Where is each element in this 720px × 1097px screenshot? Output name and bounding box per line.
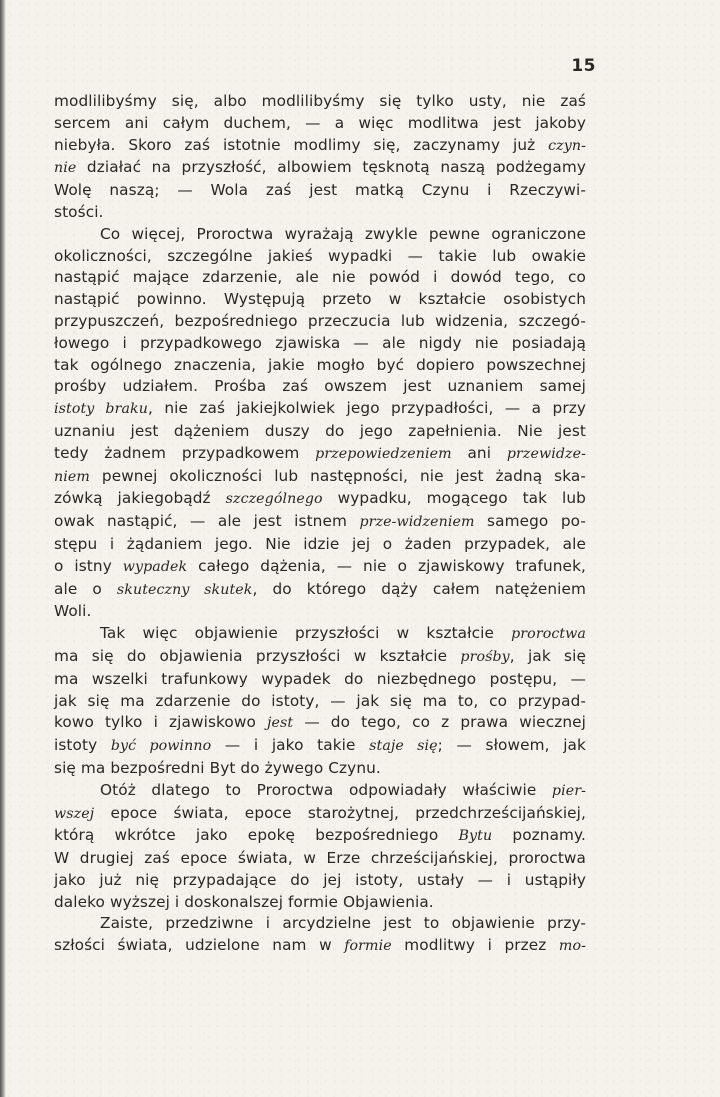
text-line: stości. [54,202,104,221]
text-line: o istny wypadek całego dążenia, — nie o zjawiskowy trafunek, [54,556,586,575]
paragraph [54,780,586,914]
text-line: owak nastąpić, — ale jest istnem prze-widzeniem samego po- [54,512,587,531]
text-line: niem pewnej okoliczności lub następności, nie jest żadną ska- [54,466,586,485]
paragraph [54,623,586,780]
text-line: się ma bezpośredni Byt do żywego Czynu. [54,758,381,777]
text-line: modlilibyśmy się, albo modlilibyśmy się tylko usty, nie zaś [54,92,586,110]
paragraph [54,224,586,623]
page-number: 15 [571,56,596,76]
text-line: okoliczności, szczególne jakieś wypadki — takie lub owakie [54,246,586,265]
text-line: Woli. [54,602,92,621]
text-line: Wolę naszą; — Wola zaś jest matką Czynu i Rzeczywi- [54,181,586,200]
text-line: szłości świata, udzielone nam w formie modlitwy i przez mo- [54,936,587,955]
text-line: istoty być powinno — i jako takie staje się; — słowem, jak [54,736,586,755]
text-line: przypuszczeń, bezpośredniego przeczucia lub widzenia, szczegó- [54,311,586,330]
text-line: sercem ani całym duchem, — a więc modlitwa jest jakoby [54,113,586,132]
text-line: W drugiej zaś epoce świata, w Erze chrześcijańskiej, proroctwa [54,849,586,868]
page-spine-shadow [0,0,6,1097]
text-line: ma wszelki trafunkowy wypadek do niezbędnego postępu, — [54,669,586,688]
text-line: jako już nię przypadające do jej istoty, ustały — i ustąpiły [54,870,586,889]
text-line: stępu i żądaniem jego. Nie idzie jej o żaden przypadek, ale [54,534,586,553]
text-line: ma się do objawienia przyszłości w kształcie prośby, jak się [54,646,586,665]
text-line: nie działać na przyszłość, albowiem tęsknotą naszą podżegamy [54,158,586,177]
text-line: nastąpić mające zdarzenie, ale nie powód i dowód tego, co [54,268,586,287]
text-line: Zaiste, przedziwne i arcydzielne jest to objawienie przy- [100,914,586,933]
text-line: Tak więc objawienie przyszłości w kształcie proroctwa [100,624,586,643]
text-line: wszej epoce świata, epoce starożytnej, przedchrześcijańskiej, [54,803,586,822]
text-line: którą wkrótce jako epokę bezpośredniego Bytu poznamy. [54,826,586,845]
paragraph [54,913,586,958]
text-line: tedy żadnem przypadkowem przepowiedzeniem ani przewidze- [54,443,587,462]
text-line: zówką jakiegobądź szczególnego wypadku, mogącego tak lub [54,489,586,508]
text-line: istoty braku, nie zaś jakiejkolwiek jego przypadłości, — a przy [54,399,586,418]
text-line: prośby udziałem. Prośba zaś owszem jest uznaniem samej [54,377,586,396]
text-line: jak się ma zdarzenie do istoty, — jak się ma to, co przypad- [54,691,586,710]
text-line: nastąpić powinno. Występują przeto w kształcie osobistych [54,290,586,309]
text-line: łowego i przypadkowego zjawiska — ale nigdy nie posiadają [54,333,586,352]
body-text [54,91,586,958]
text-line: niebyła. Skoro zaś istotnie modlimy się, zaczynamy już czyn- [54,135,586,154]
text-line: ale o skuteczny skutek, do którego dąży całem natężeniem [54,579,586,598]
paragraph [54,91,586,224]
text-line: tak ogólnego znaczenia, jakie mogło być dopiero powszechnej [54,355,586,374]
text-line: kowo tylko i zjawiskowo jest — do tego, co z prawa wiecznej [54,713,586,732]
text-line: daleko wyższej i doskonalszej formie Objawienia. [54,892,434,911]
text-line: Otóż dlatego to Proroctwa odpowiadały właściwie pier- [100,780,586,799]
text-line: Co więcej, Proroctwa wyrażają zwykle pewne ograniczone [100,224,586,243]
text-line: uznaniu jest dążeniem duszy do jego zapełnienia. Nie jest [54,421,586,440]
